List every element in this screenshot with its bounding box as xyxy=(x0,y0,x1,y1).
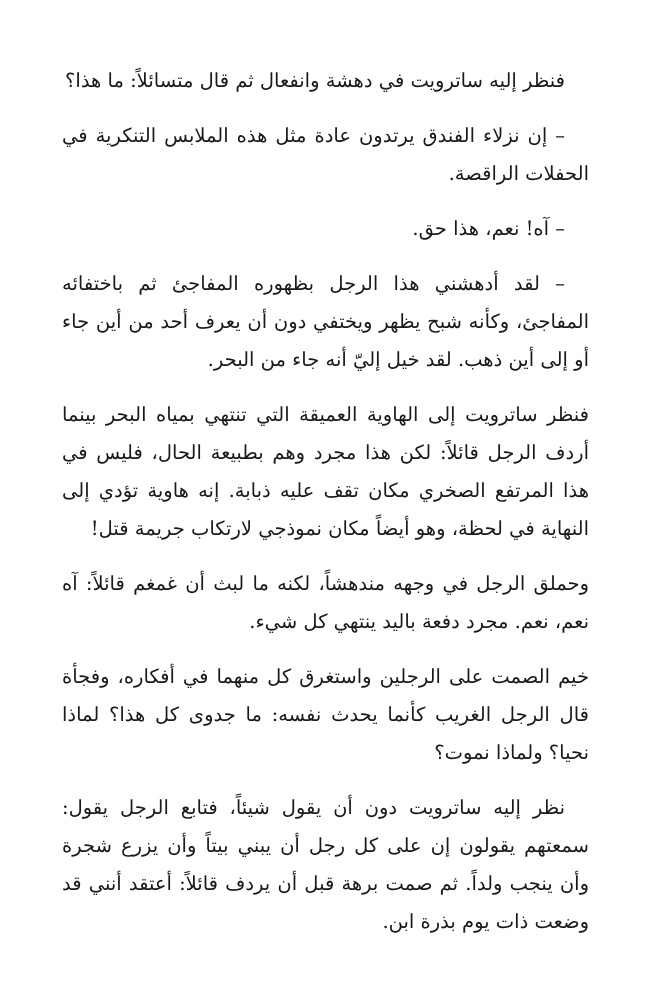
paragraph-8: نظر إليه ساترويت دون أن يقول شيئاً، فتابع الرجل يقول: سمعتهم يقولون إن على كل رجل أن يبني بيتاً وأن يزرع شجرة وأن ينجب ولداً. ثم صمت برهة قبل أن يردف قائلاً: أعتقد أنني قد وضعت ذات يوم بذرة ابن. xyxy=(62,796,589,933)
paragraph-4: – لقد أدهشني هذا الرجل بظهوره المفاجئ ثم باختفائه المفاجئ، وكأنه شبح يظهر ويختفي دون أن يعرف أحد من أين جاء أو إلى أين ذهب. لقد خيل إليّ أنه جاء من البحر. xyxy=(62,272,589,371)
paragraph-1: فنظر إليه ساترويت في دهشة وانفعال ثم قال متسائلاً: ما هذا؟ xyxy=(65,69,565,92)
paragraph-5: فنظر ساترويت إلى الهاوية العميقة التي تنتهي بمياه البحر بينما أردف الرجل قائلاً: لكن هذا مجرد وهم بطبيعة الحال، فليس في هذا المرتفع الصخري مكان تقف عليه ذبابة. إنه هاوية تؤدي إلى النهاية في لحظة، وهو أيضاً مكان نموذجي لارتكاب جريمة قتل! xyxy=(62,403,589,540)
paragraph-2: – إن نزلاء الفندق يرتدون عادة مثل هذه الملابس التنكرية في الحفلات الراقصة. xyxy=(62,124,589,185)
paragraph-6: وحملق الرجل في وجهه مندهشاً، لكنه ما لبث أن غمغم قائلاً: آه نعم، نعم. مجرد دفعة باليد ينتهي كل شيء. xyxy=(62,572,589,633)
paragraph-3: – آه! نعم، هذا حق. xyxy=(412,217,565,240)
paragraph-7: خيم الصمت على الرجلين واستغرق كل منهما في أفكاره، وفجأة قال الرجل الغريب كأنما يحدث نفسه: ما جدوى كل هذا؟ لماذا نحيا؟ ولماذا نموت؟ xyxy=(62,665,589,764)
